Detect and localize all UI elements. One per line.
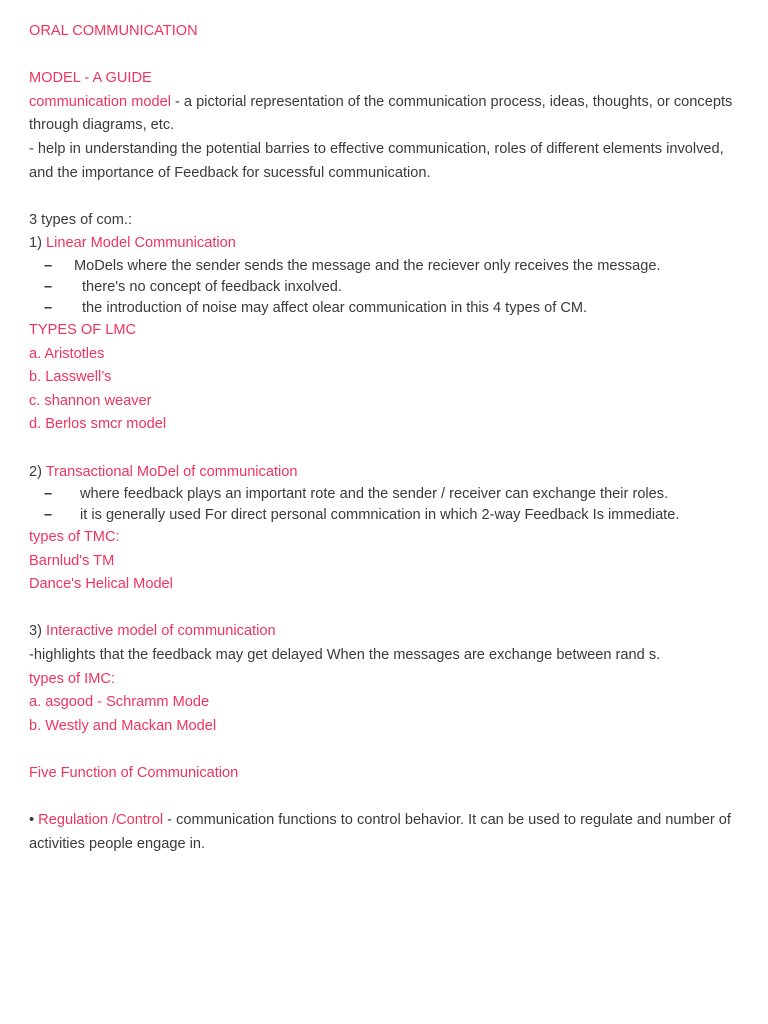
imc-types-heading: types of IMC: <box>29 670 115 687</box>
dash-marker: – <box>44 299 53 316</box>
linear-bullet-3 <box>29 298 744 319</box>
linear-number: 1) <box>29 235 47 252</box>
interactive-model-heading <box>29 620 744 644</box>
transactional-bullet-1 <box>29 484 744 505</box>
bullet-text: there's no concept of feedback inxolved. <box>82 278 342 295</box>
model-heading: MODEL - A GUIDE <box>29 70 152 87</box>
spacer <box>29 738 744 762</box>
spacer <box>29 44 744 68</box>
lmc-type-item: d. Berlos smcr model <box>29 416 167 433</box>
imc-type-item: a. asgood - Schramm Mode <box>29 694 210 711</box>
bullet-text: MoDels where the sender sends the message and the reciever only receives the message. <box>74 257 661 274</box>
transactional-number: 2) <box>29 463 46 480</box>
interactive-model-name: Interactive model of communication <box>46 623 276 640</box>
spacer <box>29 437 744 461</box>
spacer <box>29 786 744 810</box>
bullet-text: it is generally used For direct personal commnication in which 2-way Feedback Is immediate. <box>80 507 680 524</box>
document-title: ORAL COMMUNICATION <box>29 23 198 39</box>
communication-model-term: communication model <box>29 93 171 110</box>
dash-marker: – <box>44 257 53 274</box>
transactional-model-heading <box>29 461 744 485</box>
transactional-bullet-2 <box>29 505 744 526</box>
transactional-model-name: Transactional MoDel of communication <box>45 463 298 480</box>
regulation-term: Regulation /Control <box>38 812 164 829</box>
interactive-number: 3) <box>29 623 47 640</box>
regulation-definition: - communication functions to control behavior. It can be used to regulate and number of activities people engage in. <box>29 812 731 852</box>
types-intro: 3 types of com.: <box>29 211 133 228</box>
spacer <box>29 185 744 209</box>
tmc-type-item: Barnlud's TM <box>29 552 115 569</box>
spacer <box>29 597 744 621</box>
lmc-type-item: c. shannon weaver <box>29 392 152 409</box>
communication-model-definition <box>29 91 744 138</box>
linear-bullet-2 <box>29 277 744 298</box>
lmc-type-item: a. Aristotles <box>29 345 105 362</box>
linear-model-name: Linear Model Communication <box>46 235 236 252</box>
document-page <box>29 20 744 856</box>
dash-marker: – <box>44 278 53 295</box>
regulation-function <box>29 809 744 856</box>
communication-model-def-text: - a pictorial representation of the communication process, ideas, thoughts, or concepts through diagrams, etc. <box>29 93 733 134</box>
lmc-type-item: b. Lasswell’s <box>29 369 112 386</box>
bullet-text: where feedback plays an important rote and the sender / receiver can exchange their roles. <box>80 486 669 503</box>
functions-heading: Five Function of Communication <box>29 765 239 782</box>
linear-model-heading <box>29 232 744 256</box>
lmc-types-heading: TYPES OF LMC <box>29 321 137 338</box>
dash-marker: – <box>44 507 53 524</box>
bullet-text: the introduction of noise may affect olear communication in this 4 types of CM. <box>82 299 588 316</box>
tmc-type-item: Dance's Helical Model <box>29 576 173 593</box>
interactive-description: -highlights that the feedback may get delayed When the messages are exchange between rand s. <box>29 647 661 664</box>
dash-marker: – <box>44 486 53 503</box>
bullet-dot: • <box>29 812 39 829</box>
linear-bullet-1 <box>29 256 744 277</box>
communication-model-help: - help in understanding the potential barries to effective communication, roles of different elements involved, and the importance of Feedback for sucessful communication. <box>29 140 724 181</box>
imc-type-item: b. Westly and Mackan Model <box>29 717 217 734</box>
tmc-types-heading: types of TMC: <box>29 529 120 546</box>
